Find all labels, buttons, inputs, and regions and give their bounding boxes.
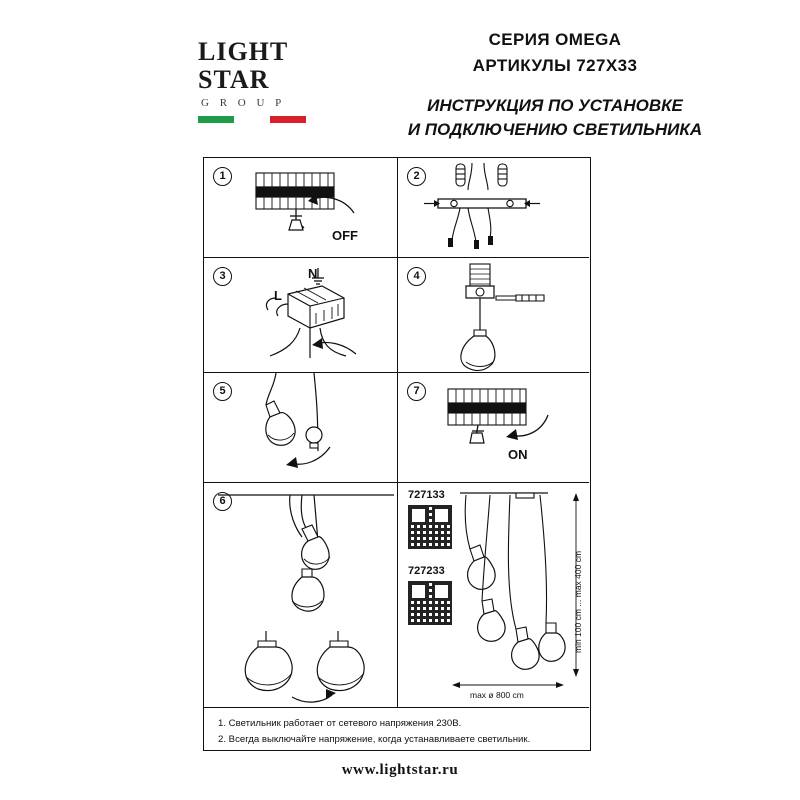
step-1-label-off: OFF [332,228,358,243]
series-title: СЕРИЯ OMEGA [488,30,622,49]
step-cell-2 [398,158,589,258]
instruction-line-2: И ПОДКЛЮЧЕНИЮ СВЕТИЛЬНИКА [407,120,703,139]
step-3-label-l: L [274,288,282,303]
notes-list [204,708,589,748]
step-7-illustration [398,373,589,483]
step-7-label-on: ON [508,447,528,462]
step-number-3: 3 [213,267,232,286]
step-number-2: 2 [407,167,426,186]
step-cell-5 [204,373,398,483]
dimension-horizontal-label: max ø 800 cm [470,690,524,700]
step-3-label-n: N [308,266,318,281]
step-cell-3 [204,258,398,373]
step-2-illustration [398,158,589,258]
brand-logo [198,36,306,128]
logo-bar-red [270,116,306,123]
note-item-2: 2. Всегда выключайте напряжение, когда устанавливаете светильник. [218,734,531,745]
step-cell-1 [204,158,398,258]
note-item-1: 1. Светильник работает от сетевого напряжения 230В. [218,718,462,729]
product-dimension-illustration [398,483,589,708]
step-cell-7 [398,373,589,483]
logo-wordmark [198,38,288,94]
step-number-5: 5 [213,382,232,401]
document-footer [0,762,800,779]
step-number-1: 1 [213,167,232,186]
step-cell-4 [398,258,589,373]
step-6-illustration [204,483,398,708]
step-1-illustration [204,158,398,258]
logo-line-2: STAR [198,65,270,94]
logo-bar-green [198,116,234,123]
logo-color-bar [198,116,306,123]
step-number-7: 7 [407,382,426,401]
model-code-1: 727133 [408,489,445,501]
step-number-4: 4 [407,267,426,286]
model-code-2: 727233 [408,565,445,577]
step-number-6: 6 [213,492,232,511]
step-5-illustration [204,373,398,483]
notes-row [204,708,589,749]
footer-website-url: www.lightstar.ru [341,762,459,778]
step-cell-6 [204,483,398,708]
logo-bar-white [234,116,270,123]
product-panel [398,483,589,708]
document-header [0,18,800,139]
instruction-line-1: ИНСТРУКЦИЯ ПО УСТАНОВКЕ [427,96,683,115]
logo-line-1: LIGHT [198,37,289,66]
article-title: АРТИКУЛЫ 727Х33 [472,56,638,75]
title-block [320,28,790,142]
step-4-illustration [398,258,589,373]
step-3-illustration [204,258,398,373]
dimension-vertical-label: min 100 cm ... max 400 cm [573,550,583,653]
logo-subtitle: G R O U P [201,97,286,109]
steps-frame [203,157,591,751]
